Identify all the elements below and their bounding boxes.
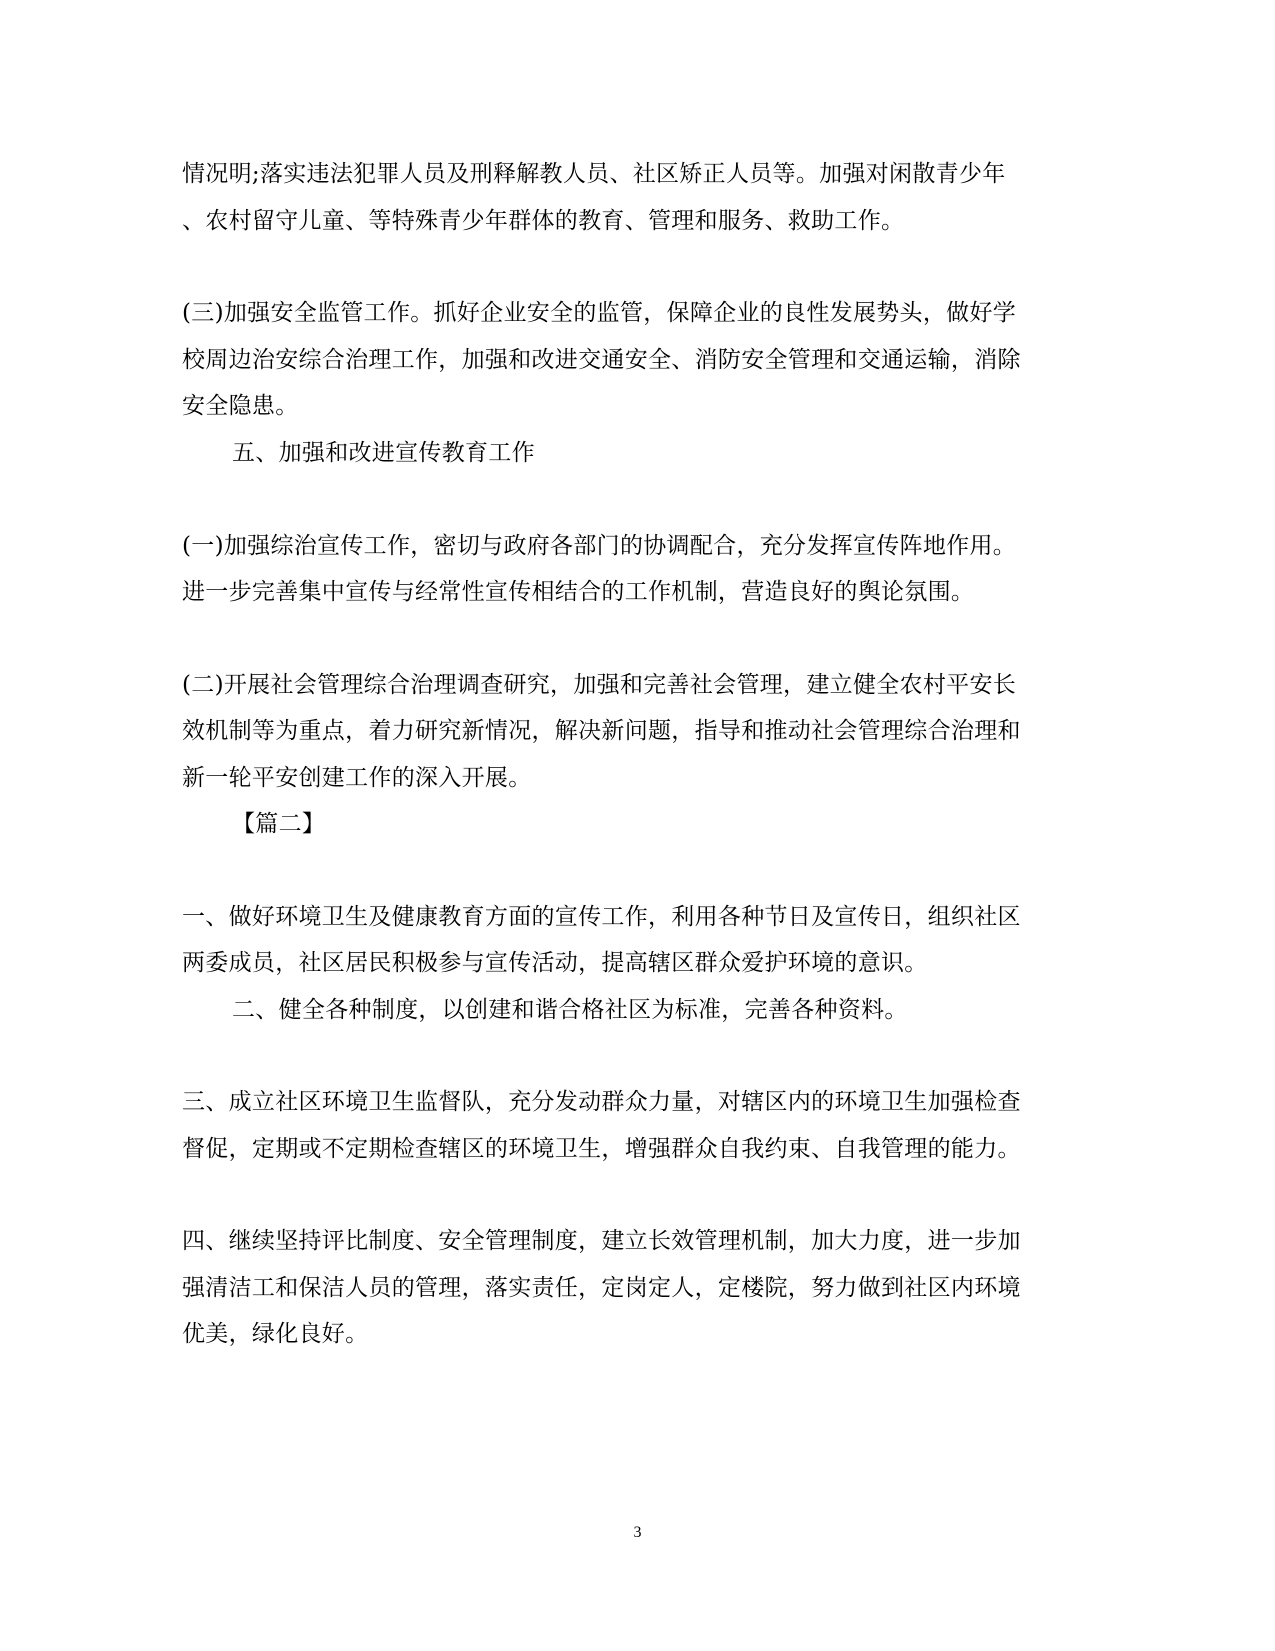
paragraph-line: 安全隐患。 [182,393,299,419]
paragraph-line: 一、做好环境卫生及健康教育方面的宣传工作，利用各种节日及宣传日，组织社区 [182,904,1021,930]
section-heading: 五、加强和改进宣传教育工作 [232,440,535,466]
paragraph-line: (一)加强综治宣传工作，密切与政府各部门的协调配合，充分发挥宣传阵地作用。 [182,533,1017,559]
paragraph-line: (二)开展社会管理综合治理调查研究，加强和完善社会管理，建立健全农村平安长 [182,672,1017,698]
paragraph-line: (三)加强安全监管工作。抓好企业安全的监管，保障企业的良性发展势头，做好学 [182,300,1017,326]
paragraph-line: 、农村留守儿童、等特殊青少年群体的教育、管理和服务、救助工作。 [182,208,905,234]
paragraph-line: 新一轮平安创建工作的深入开展。 [182,765,532,791]
paragraph-line: 效机制等为重点，着力研究新情况，解决新问题，指导和推动社会管理综合治理和 [182,718,1021,744]
paragraph-line: 两委成员，社区居民积极参与宣传活动，提高辖区群众爱护环境的意识。 [182,950,928,976]
paragraph-line: 情况明;落实违法犯罪人员及刑释解教人员、社区矫正人员等。加强对闲散青少年 [182,161,1006,187]
page-number: 3 [633,1524,642,1541]
paragraph-line: 强清洁工和保洁人员的管理，落实责任，定岗定人，定楼院，努力做到社区内环境 [182,1275,1021,1301]
paragraph-line: 三、成立社区环境卫生监督队，充分发动群众力量，对辖区内的环境卫生加强检查 [182,1089,1021,1115]
paragraph-line: 优美，绿化良好。 [182,1321,369,1347]
paragraph-line: 校周边治安综合治理工作，加强和改进交通安全、消防安全管理和交通运输，消除 [182,347,1021,373]
paragraph-line: 四、继续坚持评比制度、安全管理制度，建立长效管理机制，加大力度，进一步加 [182,1228,1021,1254]
part-heading: 【篇二】 [232,811,326,837]
paragraph-line: 进一步完善集中宣传与经常性宣传相结合的工作机制，营造良好的舆论氛围。 [182,579,975,605]
paragraph-line: 二、健全各种制度，以创建和谐合格社区为标准，完善各种资料。 [232,997,908,1023]
paragraph-line: 督促，定期或不定期检查辖区的环境卫生，增强群众自我约束、自我管理的能力。 [182,1136,1021,1162]
